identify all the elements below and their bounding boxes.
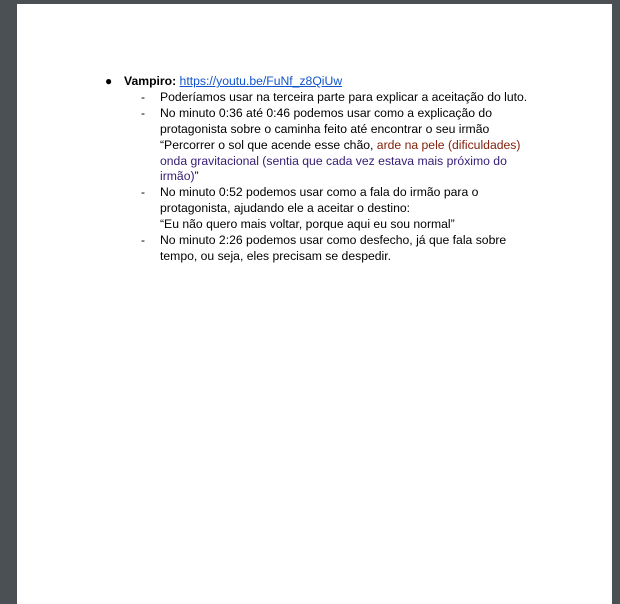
dash-icon: - bbox=[141, 106, 145, 120]
sub-item-1-line-1: Poderíamos usar na terceira parte para explicar a aceitação do luto. bbox=[160, 90, 528, 104]
sub-item-3-line-1: No minuto 0:52 podemos usar como a fala do irmão para o bbox=[160, 185, 479, 199]
dash-icon: - bbox=[141, 185, 145, 199]
sub-item-2-line-5 bbox=[160, 168, 199, 184]
sub-item-4-line-2: tempo, ou seja, eles precisam se despedir. bbox=[160, 249, 392, 263]
sub-item-2-line-1: No minuto 0:36 até 0:46 podemos usar como a explicação do bbox=[160, 106, 492, 120]
list-item-vampiro bbox=[124, 73, 342, 89]
dash-icon: - bbox=[141, 90, 145, 104]
sub-item-4-line-1: No minuto 2:26 podemos usar como desfecho, já que fala sobre bbox=[160, 233, 507, 247]
sub-item-2-line-3 bbox=[160, 137, 520, 153]
item-title: Vampiro: bbox=[124, 74, 177, 88]
highlighted-text-red: arde na pele (dificuldades) bbox=[376, 138, 521, 152]
sub-item-2-line-4: onda gravitacional (sentia que cada vez estava mais próximo do bbox=[160, 154, 507, 168]
sub-item-3-line-2: protagonista, ajudando ele a aceitar o destino: bbox=[160, 201, 411, 215]
bullet-icon: ● bbox=[105, 74, 113, 88]
sub-item-2-line-2: protagonista sobre o caminha feito até encontrar o seu irmão bbox=[160, 122, 490, 136]
document-page bbox=[17, 4, 612, 604]
sub-item-3-line-3: “Eu não quero mais voltar, porque aqui eu sou normal” bbox=[160, 217, 455, 231]
quote-text: “Percorrer o sol que acende esse chão, bbox=[160, 138, 377, 152]
highlighted-text-purple: irmão) bbox=[160, 169, 195, 183]
dash-icon: - bbox=[141, 233, 145, 247]
closing-quote: ” bbox=[194, 169, 199, 183]
youtube-link[interactable]: https://youtu.be/FuNf_z8QiUw bbox=[179, 74, 343, 88]
